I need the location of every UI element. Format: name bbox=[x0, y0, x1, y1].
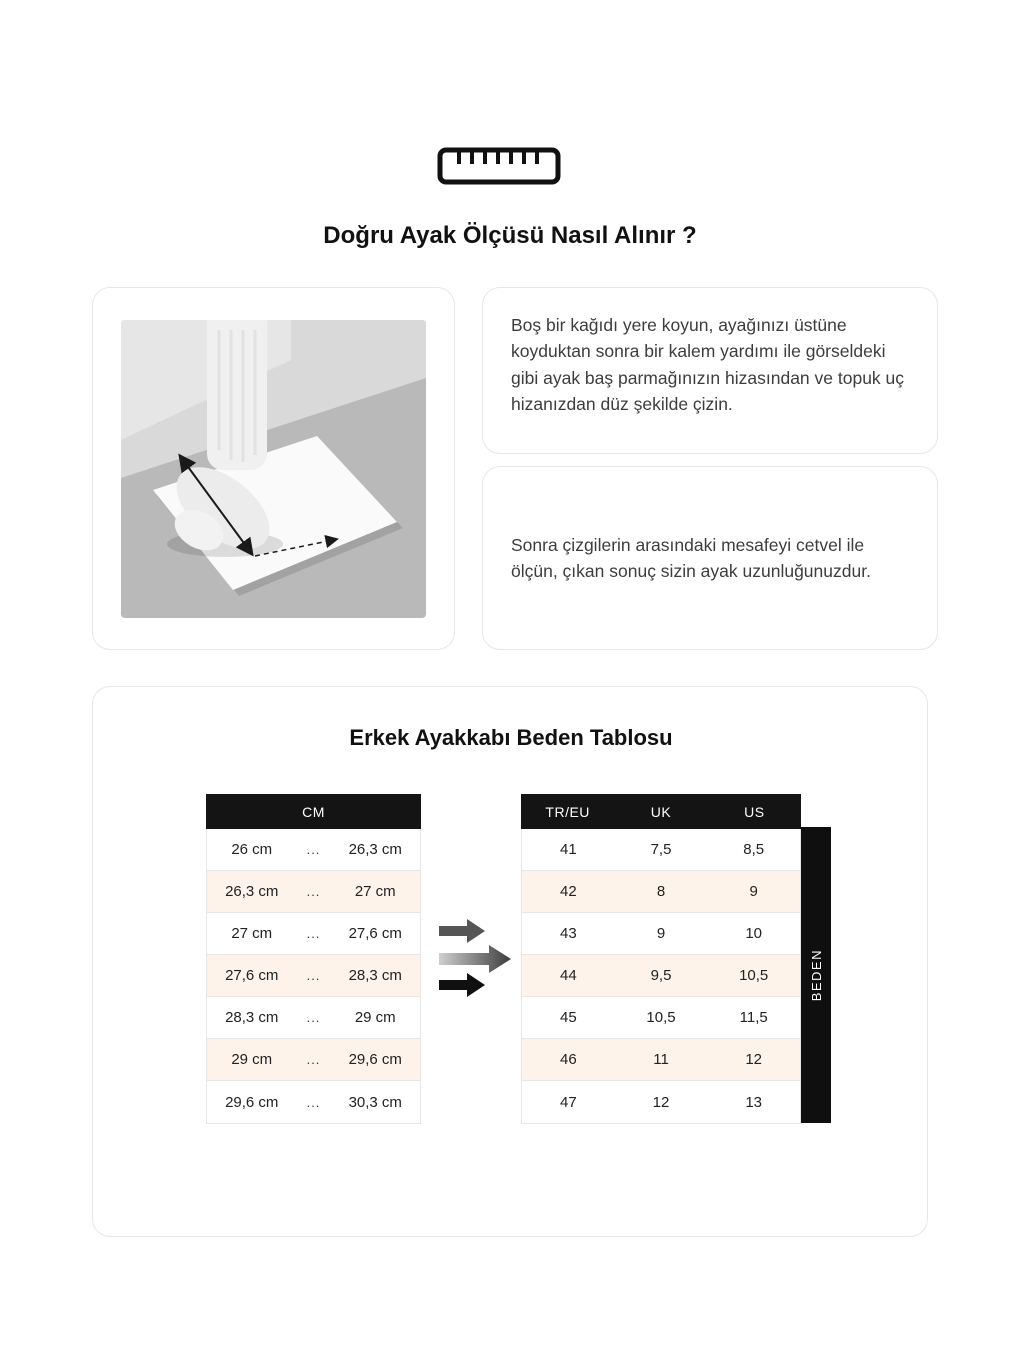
cell-tr-eu: 43 bbox=[559, 925, 577, 942]
cell-us: 11,5 bbox=[739, 1009, 768, 1026]
cell-to: 30,3 cm bbox=[348, 1093, 402, 1111]
cm-header-label: CM bbox=[302, 803, 325, 820]
cell-uk: 12 bbox=[652, 1093, 670, 1111]
table-row bbox=[522, 1039, 800, 1081]
cell-dots: ... bbox=[306, 884, 321, 899]
cell-uk: 10,5 bbox=[646, 1009, 676, 1026]
instruction-step-2: Sonra çizgilerin arasındaki mesafeyi cetvel ile ölçün, çıkan sonuç sizin ayak uzunluğunuzdur. bbox=[511, 534, 871, 581]
cell-from: 28,3 cm bbox=[225, 1009, 279, 1026]
cell-us: 10 bbox=[745, 925, 763, 942]
cell-uk: 7,5 bbox=[650, 841, 672, 858]
cell-from: 27,6 cm bbox=[225, 967, 279, 984]
photo-card bbox=[92, 287, 455, 650]
table-row bbox=[207, 955, 420, 997]
cm-table-header bbox=[206, 794, 421, 829]
cell-dots: ... bbox=[306, 1010, 321, 1025]
cell-from: 26,3 cm bbox=[225, 883, 279, 900]
cell-to: 26,3 cm bbox=[348, 841, 402, 858]
cell-to: 29,6 cm bbox=[348, 1051, 402, 1068]
table-row bbox=[522, 1081, 800, 1123]
cell-tr-eu: 41 bbox=[559, 841, 577, 858]
cell-us: 12 bbox=[745, 1051, 763, 1068]
conversion-arrows-icon bbox=[439, 919, 519, 999]
cell-uk: 9,5 bbox=[650, 967, 672, 984]
cm-table-rows bbox=[206, 829, 421, 1124]
cell-uk: 9 bbox=[656, 925, 666, 942]
table-row bbox=[522, 955, 800, 997]
beden-bar bbox=[801, 827, 831, 1123]
header-us: US bbox=[744, 803, 765, 820]
cell-to: 28,3 cm bbox=[348, 967, 402, 984]
ruler-icon bbox=[437, 147, 561, 185]
table-row bbox=[207, 997, 420, 1039]
cell-from: 29,6 cm bbox=[225, 1093, 279, 1111]
cell-from: 29 cm bbox=[231, 1051, 273, 1068]
cell-dots: ... bbox=[306, 1094, 321, 1110]
cell-dots: ... bbox=[306, 1052, 321, 1067]
size-table-header bbox=[521, 794, 801, 829]
cell-us: 13 bbox=[745, 1093, 763, 1111]
cell-tr-eu: 46 bbox=[559, 1051, 577, 1068]
cell-us: 9 bbox=[749, 883, 758, 900]
cell-dots: ... bbox=[306, 842, 321, 857]
table-row bbox=[522, 997, 800, 1039]
cell-uk: 8 bbox=[656, 883, 666, 900]
cell-tr-eu: 47 bbox=[559, 1093, 577, 1111]
cell-us: 10,5 bbox=[739, 967, 769, 984]
table-row bbox=[207, 871, 420, 913]
header-tr-eu: TR/EU bbox=[545, 803, 590, 820]
foot-measure-photo bbox=[121, 320, 426, 618]
beden-label: BEDEN bbox=[808, 948, 824, 1002]
table-row bbox=[207, 829, 420, 871]
cell-from: 27 cm bbox=[231, 925, 273, 942]
size-table bbox=[521, 794, 801, 1124]
cell-to: 27 cm bbox=[354, 883, 396, 900]
cell-tr-eu: 45 bbox=[559, 1009, 577, 1026]
instruction-box-2 bbox=[482, 466, 938, 650]
instruction-box-1 bbox=[482, 287, 938, 454]
size-table-rows bbox=[521, 829, 801, 1124]
table-row bbox=[522, 913, 800, 955]
table-row bbox=[522, 829, 800, 871]
cell-us: 8,5 bbox=[743, 841, 765, 858]
cell-uk: 11 bbox=[653, 1051, 669, 1068]
table-row bbox=[207, 1081, 420, 1123]
size-chart-card bbox=[92, 686, 928, 1237]
size-chart-title: Erkek Ayakkabı Beden Tablosu bbox=[349, 725, 673, 750]
table-row bbox=[207, 1039, 420, 1081]
cell-to: 27,6 cm bbox=[348, 925, 402, 942]
table-row bbox=[207, 913, 420, 955]
header-uk: UK bbox=[650, 803, 672, 820]
cell-dots: ... bbox=[306, 968, 321, 983]
cell-tr-eu: 42 bbox=[559, 883, 577, 900]
cm-table bbox=[206, 794, 421, 1124]
page-title: Doğru Ayak Ölçüsü Nasıl Alınır ? bbox=[323, 222, 697, 249]
cell-to: 29 cm bbox=[354, 1009, 396, 1026]
table-row bbox=[522, 871, 800, 913]
cell-tr-eu: 44 bbox=[559, 967, 577, 984]
cell-dots: ... bbox=[306, 926, 321, 941]
instruction-step-1: Boş bir kağıdı yere koyun, ayağınızı üstüne koyduktan sonra bir kalem yardımı ile görseldeki gibi ayak baş parmağınızın hizasından ve topuk uç hizanızdan düz şekilde çizin. bbox=[511, 315, 905, 414]
cell-from: 26 cm bbox=[231, 841, 273, 858]
